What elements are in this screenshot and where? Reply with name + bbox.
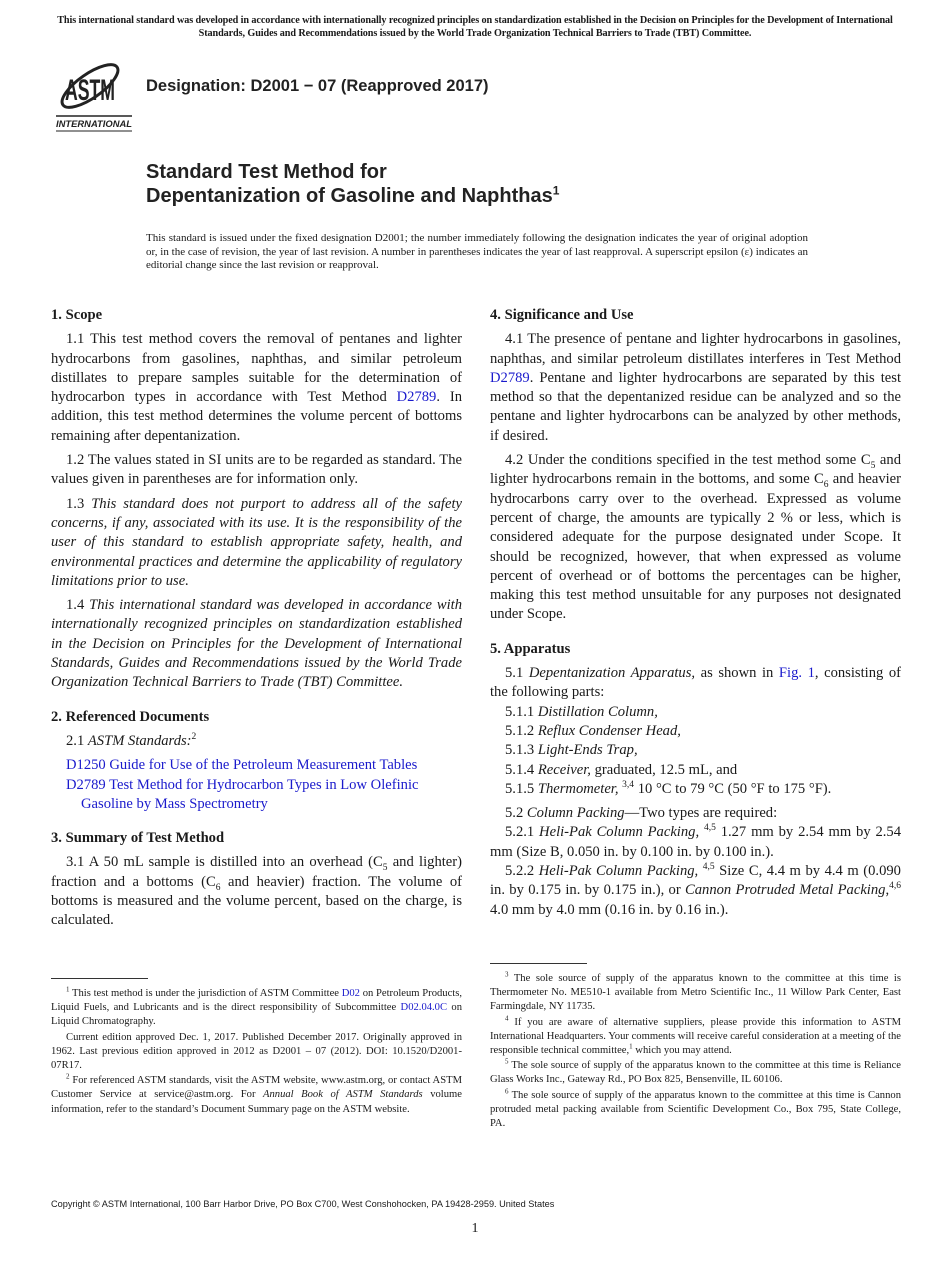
reference-link[interactable]: D02 <box>341 988 360 999</box>
text-run: graduated, 12.5 mL, and <box>590 761 738 778</box>
text-run: , consisting of the following parts: <box>490 665 902 701</box>
text-run: This test method is under the jurisdiction of ASTM Committee <box>69 988 342 999</box>
italic-text: Depentanization Apparatus, <box>528 665 696 682</box>
text-run: 5.1.1 <box>505 703 538 720</box>
footnote-divider <box>51 978 148 979</box>
text-run: 5.1.3 <box>505 742 538 759</box>
text-run: on Petroleum Products, Liquid Fuels, and Lubricants and is the direct responsibility of Subcommittee <box>51 988 462 1014</box>
document-title <box>146 160 559 208</box>
paragraph <box>51 330 462 446</box>
subscript: 5 <box>870 460 876 471</box>
list-item <box>490 722 901 741</box>
designation: Designation: D2001 − 07 (Reapproved 2017) <box>146 77 489 95</box>
footnote-ref: 1 <box>629 1042 633 1051</box>
footnote <box>490 1089 901 1132</box>
text-run: 5.2.2 <box>505 863 539 880</box>
text-run: The sole source of supply of the apparatus known to the committee at this time is Thermometer No. ME510-1 available from Metro Scientific Inc., 11 Willow Park Center, East Farmingdale, NY 11735. <box>490 973 901 1013</box>
text-run: volume information, refer to the standard’s Document Summary page on the ASTM website. <box>51 1089 462 1115</box>
footnote-divider <box>490 963 587 964</box>
text-run: 4.1 The presence of pentane and lighter hydrocarbons in gasolines, naphthas, and similar petroleum distillates interferes in Test Method <box>490 331 901 367</box>
reference-link[interactable]: D2789 <box>490 369 530 386</box>
text-run: 3.1 A 50 mL sample is distilled into an overhead (C <box>66 854 383 871</box>
text-run: 10 °C to 79 °C (50 °F to 175 °F). <box>634 780 832 797</box>
italic-text: Light-Ends Trap, <box>537 742 638 759</box>
list-item <box>490 741 901 760</box>
footnote <box>51 1031 462 1074</box>
paragraph <box>51 596 462 692</box>
text-run: 5.1.4 <box>505 761 538 778</box>
text-run: For referenced ASTM standards, visit the ASTM website, www.astm.org, or contact ASTM Customer Service at service@astm.org. For <box>51 1075 462 1101</box>
standard-notice: This international standard was developed in accordance with internationally recognized principles on standardization established in the Decision on Principles for the Development of International Standards, Guides and Recommendations issued by the World Trade Organization Technical Barriers to Trade (TBT) Committee. <box>57 15 893 39</box>
reference-link[interactable]: Test Method for Hydrocarbon Types in Low Olefinic Gasoline by Mass Spectrometry <box>81 776 419 812</box>
list-item <box>490 780 901 799</box>
text-run: and lighter hydrocarbons remain in the bottoms, and some C <box>490 452 901 488</box>
text-run: 2.1 <box>66 732 88 749</box>
text-run: 1.3 <box>66 495 92 512</box>
paragraph <box>490 330 901 446</box>
text-run: 2. Referenced Documents <box>51 708 210 725</box>
subscript: 6 <box>823 480 829 491</box>
italic-text: Heli-Pak Column Packing, <box>538 863 699 880</box>
footnote-ref: 4 <box>505 1014 509 1023</box>
text-run: and lighter) fraction and a bottoms (C <box>51 854 462 890</box>
text-run: 1.1 This test method covers the removal of pentanes and lighter hydrocarbons from gasolines, naphthas, and similar petroleum distillates to prepare samples suitable for the determination of hydrocarbon types in accordance with Test Method <box>51 331 462 406</box>
text-run: 5.2.1 <box>505 824 540 841</box>
text-run: . In addition, this test method determines the volume percent of bottoms remaining after depentanization. <box>51 389 462 444</box>
footnote-ref: 1 <box>66 985 70 994</box>
text-run: . Pentane and lighter hydrocarbons are separated by this test method so that the depentanized residue can be analyzed and so the pentane and lighter hydrocarbons can be analyzed by other methods, if desired. <box>490 369 901 444</box>
text-run: 1. Scope <box>51 307 103 323</box>
reference-link[interactable]: D1250 <box>66 757 106 774</box>
reference-link[interactable]: Guide for Use of the Petroleum Measurement Tables <box>109 757 418 774</box>
text-run: 1.4 <box>66 597 90 614</box>
section-heading <box>490 640 901 659</box>
footnote <box>51 987 462 1030</box>
footnote-ref: 4,5 <box>703 823 716 834</box>
italic-text: ASTM Standards: <box>87 732 192 749</box>
title-line-1: Standard Test Method for <box>146 161 387 183</box>
footnote-ref: 3 <box>505 970 509 979</box>
text-run: If you are aware of alternative suppliers, please provide this information to ASTM International Headquarters. Your comments will receive careful consideration at a meeting of the responsible technical committee, <box>490 1016 901 1057</box>
paragraph <box>490 804 901 823</box>
title-text: Depentanization of Gasoline and Naphthas <box>146 185 553 207</box>
text-run: Size C, 4.4 m by 4.4 m (0.090 in. by 0.175 in. by 0.175 in.), or <box>490 863 901 899</box>
text-run: on Liquid Chromatography. <box>51 1002 463 1028</box>
italic-text: Receiver, <box>537 761 591 778</box>
issuance-note: This standard is issued under the fixed designation D2001; the number immediately following the designation indicates the year of original adoption or, in the case of revision, the year of last revision. A number in parentheses indicates the year of last reapproval. A superscript epsilon (ε) indicates an editorial change since the last revision or reapproval. <box>146 232 808 272</box>
text-run: —Two types are required: <box>624 805 778 822</box>
reference-link[interactable]: D2789 <box>66 776 106 793</box>
italic-text: Cannon Protruded Metal Packing <box>685 882 886 899</box>
reference-link[interactable]: Fig. 1 <box>778 665 815 682</box>
text-run: and heavier hydrocarbons carry over to the overhead. Expressed as volume percent of charge, the amounts are typically 2 % or less, which is considered adequate for the purpose designated under Scope. It should be recognized, however, that when expressed as volume percent of overhead or of bottoms the percentages can be higher, making this test method unsuitable for any purposes not designated under Scope. <box>490 471 902 623</box>
referenced-document <box>51 756 462 775</box>
list-item <box>490 761 901 780</box>
text-run: 4. Significance and Use <box>490 307 634 323</box>
text-run: and heavier) fraction. The volume of bottoms is measured and the volume percent, based on the charge, is calculated. <box>51 873 462 929</box>
paragraph <box>51 451 462 490</box>
reference-link[interactable]: D02.04.0C <box>400 1002 448 1014</box>
footnote-ref: 4,6 <box>889 881 901 892</box>
italic-text: Thermometer, <box>537 780 619 797</box>
text-run: which you may attend. <box>632 1045 732 1057</box>
footnotes-right <box>490 972 901 1132</box>
paragraph <box>51 732 462 751</box>
text-run: 3. Summary of Test Method <box>51 830 225 847</box>
footnote-ref: 2 <box>191 732 197 743</box>
paragraph <box>51 853 462 930</box>
text-run: as shown in <box>695 665 779 682</box>
referenced-document <box>51 776 462 815</box>
footnote-ref: 6 <box>505 1087 509 1096</box>
subscript: 6 <box>215 882 221 893</box>
italic-text: This international standard was developed in accordance with internationally recognized principles on standardization established in the Decision on Principles for the Development of International Standards, Guides and Recommendations issued by the World Trade Organization Technical Barriers to Trade (TBT) Committee. <box>51 597 463 691</box>
svg-text:ASTM: ASTM <box>65 74 115 107</box>
page-number: 1 <box>471 1221 479 1236</box>
text-run: 1.27 mm by 2.54 mm by 2.54 mm (Size B, 0.050 in. by 0.100 in. by 0.100 in.). <box>490 824 902 860</box>
italic-text: Column Packing <box>526 805 625 822</box>
italic-text: Reflux Condenser Head, <box>537 722 681 739</box>
italic-text: Annual Book of ASTM Standards <box>263 1089 423 1101</box>
section-heading <box>51 708 462 727</box>
footnote <box>490 1016 901 1059</box>
section-heading <box>490 306 901 325</box>
text-run: 4.0 mm by 4.0 mm (0.16 in. by 0.16 in.). <box>490 901 729 918</box>
subscript: 5 <box>382 863 388 874</box>
footnote-ref: 4,5 <box>702 862 715 873</box>
section-heading <box>51 829 462 848</box>
paragraph <box>51 495 462 591</box>
text-run: , <box>885 882 890 899</box>
astm-logo <box>54 56 134 134</box>
list-item <box>490 703 901 722</box>
svg-text:INTERNATIONAL: INTERNATIONAL <box>56 119 132 129</box>
italic-text: This standard does not purport to address all of the safety concerns, if any, associated with its use. It is the responsibility of the user of this standard to establish appropriate safety, health, and environmental practices and determine the applicability of regulatory limitations prior to use. <box>51 495 462 589</box>
section-heading <box>51 306 462 325</box>
left-column <box>51 306 462 936</box>
text-run: 5.1.2 <box>505 722 538 739</box>
text-run: The sole source of supply of the apparatus known to the committee at this time is Cannon protruded metal packing available from Scientific Development Co., Box 795, State College, PA. <box>490 1089 901 1130</box>
footnotes-left <box>51 987 462 1118</box>
italic-text: Distillation Column, <box>537 703 658 720</box>
title-line-2 <box>146 184 559 208</box>
text-run: Current edition approved Dec. 1, 2017. Published December 2017. Originally approved in 1962. Last previous edition approved in 2012 as D2001 – 07 (2012). DOI: 10.1520/D2001-07R17. <box>51 1031 462 1072</box>
paragraph <box>490 451 901 625</box>
paragraph <box>490 823 901 862</box>
text-run: 5. Apparatus <box>490 640 571 657</box>
footnote <box>490 1059 901 1087</box>
paragraph <box>490 664 901 703</box>
text-run: 4.2 Under the conditions specified in the test method some C <box>505 452 871 469</box>
title-footnote-ref: 1 <box>552 183 560 198</box>
footnote-ref: 5 <box>505 1057 509 1066</box>
text-run: 5.1.5 <box>505 780 538 797</box>
italic-text: Heli-Pak Column Packing, <box>539 824 700 841</box>
footnote-ref: 3,4 <box>622 779 635 790</box>
footnote <box>490 972 901 1015</box>
reference-link[interactable]: D2789 <box>396 389 437 406</box>
right-column <box>490 306 901 925</box>
footnote <box>51 1074 462 1117</box>
text-run: 5.2 <box>505 805 527 822</box>
copyright: Copyright © ASTM International, 100 Barr Harbor Drive, PO Box C700, West Conshohocken, PA 19428-2959. United States <box>51 1199 555 1209</box>
text-run: 5.1 <box>505 665 529 682</box>
footnote-ref: 2 <box>66 1072 70 1081</box>
text-run: The sole source of supply of the apparatus known to the committee at this time is Reliance Glass Works Inc., Gateway Rd., PO Box 825, Bensenville, IL 60106. <box>490 1060 901 1086</box>
text-run: 1.2 The values stated in SI units are to be regarded as standard. The values given in parentheses are for information only. <box>51 452 462 488</box>
paragraph <box>490 862 901 920</box>
